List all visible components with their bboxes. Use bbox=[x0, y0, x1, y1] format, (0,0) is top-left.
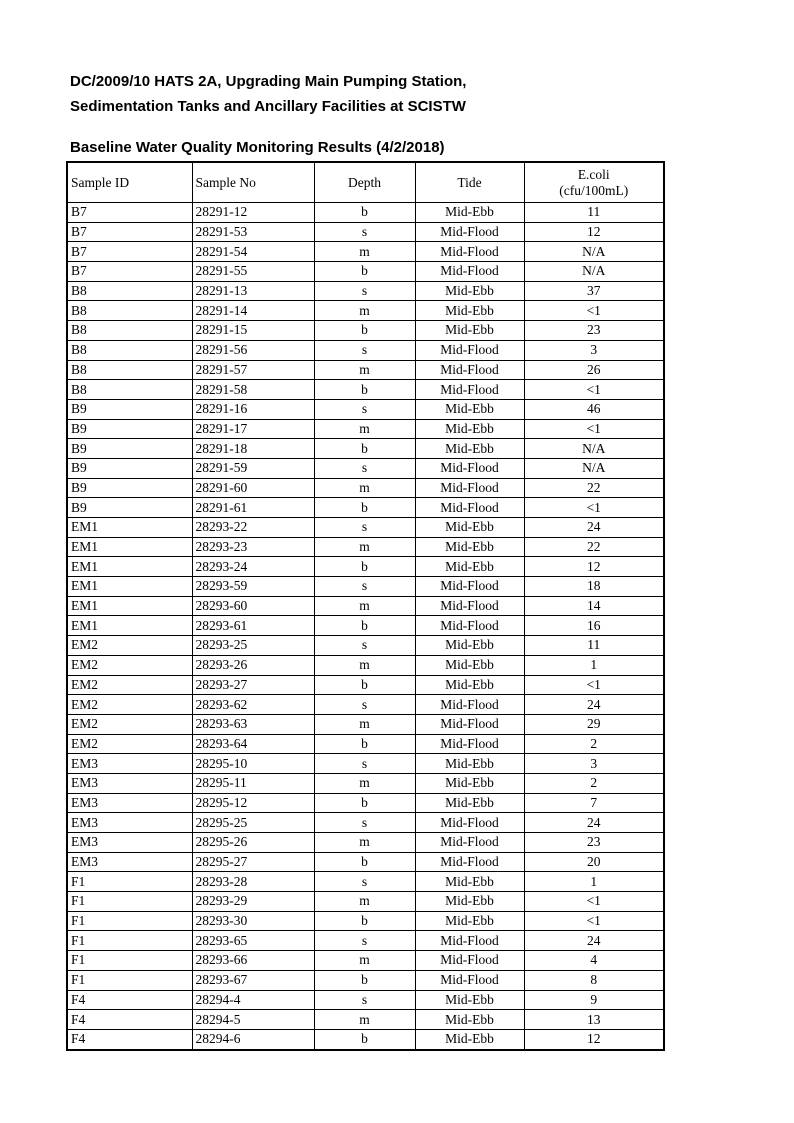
table-cell: 28293-62 bbox=[192, 695, 314, 715]
table-cell: EM1 bbox=[67, 557, 192, 577]
table-cell: 24 bbox=[524, 518, 664, 538]
table-cell: F4 bbox=[67, 990, 192, 1010]
table-cell: B8 bbox=[67, 360, 192, 380]
table-cell: b bbox=[314, 498, 415, 518]
table-row bbox=[67, 242, 664, 262]
table-cell: 26 bbox=[524, 360, 664, 380]
table-cell: 9 bbox=[524, 990, 664, 1010]
table-cell: 28293-67 bbox=[192, 970, 314, 990]
table-cell: s bbox=[314, 281, 415, 301]
table-cell: F4 bbox=[67, 1029, 192, 1049]
table-cell: 46 bbox=[524, 399, 664, 419]
table-cell: N/A bbox=[524, 439, 664, 459]
table-cell: B9 bbox=[67, 498, 192, 518]
table-cell: 28293-29 bbox=[192, 892, 314, 912]
table-cell: EM1 bbox=[67, 537, 192, 557]
table-cell: b bbox=[314, 203, 415, 223]
table-row bbox=[67, 557, 664, 577]
table-cell: 28293-64 bbox=[192, 734, 314, 754]
results-table-body bbox=[67, 203, 664, 1050]
table-cell: B7 bbox=[67, 242, 192, 262]
table-cell: <1 bbox=[524, 419, 664, 439]
table-cell: 11 bbox=[524, 636, 664, 656]
table-cell: b bbox=[314, 793, 415, 813]
table-cell: 2 bbox=[524, 773, 664, 793]
table-cell: 28291-13 bbox=[192, 281, 314, 301]
table-cell: <1 bbox=[524, 675, 664, 695]
table-cell: b bbox=[314, 321, 415, 341]
table-cell: 28291-15 bbox=[192, 321, 314, 341]
table-cell: 28291-18 bbox=[192, 439, 314, 459]
table-row bbox=[67, 833, 664, 853]
table-cell: 8 bbox=[524, 970, 664, 990]
table-cell: Mid-Flood bbox=[415, 970, 524, 990]
table-row bbox=[67, 754, 664, 774]
table-row bbox=[67, 793, 664, 813]
table-cell: 28293-30 bbox=[192, 911, 314, 931]
table-cell: 22 bbox=[524, 537, 664, 557]
table-cell: 28293-26 bbox=[192, 655, 314, 675]
table-row bbox=[67, 911, 664, 931]
table-cell: Mid-Ebb bbox=[415, 301, 524, 321]
table-row bbox=[67, 518, 664, 538]
header-ecoli bbox=[524, 162, 664, 203]
header-sample-id: Sample ID bbox=[67, 162, 192, 203]
table-cell: EM2 bbox=[67, 636, 192, 656]
table-cell: 7 bbox=[524, 793, 664, 813]
table-row bbox=[67, 872, 664, 892]
table-cell: b bbox=[314, 557, 415, 577]
table-cell: Mid-Flood bbox=[415, 734, 524, 754]
table-cell: <1 bbox=[524, 301, 664, 321]
table-cell: F4 bbox=[67, 1010, 192, 1030]
table-cell: 28293-61 bbox=[192, 616, 314, 636]
table-cell: N/A bbox=[524, 242, 664, 262]
table-cell: s bbox=[314, 518, 415, 538]
table-row bbox=[67, 340, 664, 360]
table-cell: 28293-60 bbox=[192, 596, 314, 616]
table-row bbox=[67, 458, 664, 478]
table-cell: Mid-Ebb bbox=[415, 892, 524, 912]
table-cell: 28291-60 bbox=[192, 478, 314, 498]
table-cell: Mid-Flood bbox=[415, 360, 524, 380]
table-cell: 28293-22 bbox=[192, 518, 314, 538]
table-row bbox=[67, 321, 664, 341]
table-cell: b bbox=[314, 380, 415, 400]
table-cell: EM3 bbox=[67, 813, 192, 833]
table-cell: m bbox=[314, 655, 415, 675]
table-cell: Mid-Ebb bbox=[415, 872, 524, 892]
table-cell: N/A bbox=[524, 262, 664, 282]
table-cell: B7 bbox=[67, 262, 192, 282]
table-cell: 23 bbox=[524, 833, 664, 853]
table-row bbox=[67, 695, 664, 715]
table-row bbox=[67, 360, 664, 380]
table-cell: Mid-Ebb bbox=[415, 203, 524, 223]
table-cell: 28291-17 bbox=[192, 419, 314, 439]
table-row bbox=[67, 577, 664, 597]
table-cell: s bbox=[314, 222, 415, 242]
table-cell: <1 bbox=[524, 380, 664, 400]
table-cell: m bbox=[314, 419, 415, 439]
table-cell: 24 bbox=[524, 931, 664, 951]
table-row bbox=[67, 222, 664, 242]
table-cell: 28295-26 bbox=[192, 833, 314, 853]
table-cell: 28291-53 bbox=[192, 222, 314, 242]
table-cell: m bbox=[314, 301, 415, 321]
document-title-line-1: DC/2009/10 HATS 2A, Upgrading Main Pumping Station, bbox=[70, 73, 467, 90]
table-cell: 28293-65 bbox=[192, 931, 314, 951]
table-cell: EM3 bbox=[67, 793, 192, 813]
header-row bbox=[67, 162, 664, 203]
document-title-line-2: Sedimentation Tanks and Ancillary Facilities at SCISTW bbox=[70, 98, 466, 115]
table-row bbox=[67, 813, 664, 833]
table-cell: s bbox=[314, 754, 415, 774]
table-row bbox=[67, 281, 664, 301]
table-cell: m bbox=[314, 773, 415, 793]
table-row bbox=[67, 616, 664, 636]
table-cell: 28291-61 bbox=[192, 498, 314, 518]
table-row bbox=[67, 675, 664, 695]
table-row bbox=[67, 852, 664, 872]
table-cell: s bbox=[314, 340, 415, 360]
table-cell: Mid-Ebb bbox=[415, 518, 524, 538]
table-cell: Mid-Flood bbox=[415, 458, 524, 478]
table-cell: Mid-Flood bbox=[415, 695, 524, 715]
table-cell: 2 bbox=[524, 734, 664, 754]
table-cell: s bbox=[314, 931, 415, 951]
table-cell: m bbox=[314, 360, 415, 380]
table-cell: 12 bbox=[524, 1029, 664, 1049]
table-cell: 14 bbox=[524, 596, 664, 616]
table-row bbox=[67, 1010, 664, 1030]
table-cell: EM2 bbox=[67, 675, 192, 695]
table-row bbox=[67, 931, 664, 951]
table-cell: m bbox=[314, 478, 415, 498]
table-cell: EM3 bbox=[67, 852, 192, 872]
table-row bbox=[67, 714, 664, 734]
table-cell: b bbox=[314, 734, 415, 754]
table-cell: 28291-54 bbox=[192, 242, 314, 262]
table-cell: Mid-Ebb bbox=[415, 655, 524, 675]
table-row bbox=[67, 636, 664, 656]
table-cell: Mid-Flood bbox=[415, 596, 524, 616]
table-cell: B9 bbox=[67, 478, 192, 498]
table-cell: B9 bbox=[67, 439, 192, 459]
table-cell: Mid-Ebb bbox=[415, 773, 524, 793]
table-cell: Mid-Ebb bbox=[415, 911, 524, 931]
table-cell: Mid-Flood bbox=[415, 813, 524, 833]
table-cell: <1 bbox=[524, 892, 664, 912]
table-cell: Mid-Ebb bbox=[415, 399, 524, 419]
table-cell: 28294-5 bbox=[192, 1010, 314, 1030]
table-cell: 28294-4 bbox=[192, 990, 314, 1010]
table-cell: Mid-Flood bbox=[415, 478, 524, 498]
table-cell: Mid-Ebb bbox=[415, 1029, 524, 1049]
table-cell: Mid-Ebb bbox=[415, 754, 524, 774]
table-cell: m bbox=[314, 833, 415, 853]
table-cell: Mid-Flood bbox=[415, 222, 524, 242]
table-cell: 28291-16 bbox=[192, 399, 314, 419]
table-cell: b bbox=[314, 675, 415, 695]
table-cell: B9 bbox=[67, 419, 192, 439]
table-cell: 3 bbox=[524, 340, 664, 360]
table-cell: Mid-Ebb bbox=[415, 1010, 524, 1030]
table-cell: s bbox=[314, 872, 415, 892]
table-cell: b bbox=[314, 911, 415, 931]
table-cell: m bbox=[314, 537, 415, 557]
table-cell: Mid-Ebb bbox=[415, 281, 524, 301]
table-cell: Mid-Ebb bbox=[415, 439, 524, 459]
table-cell: 1 bbox=[524, 872, 664, 892]
table-row bbox=[67, 380, 664, 400]
table-cell: b bbox=[314, 616, 415, 636]
table-cell: 20 bbox=[524, 852, 664, 872]
table-cell: 28291-57 bbox=[192, 360, 314, 380]
table-cell: 3 bbox=[524, 754, 664, 774]
table-cell: B9 bbox=[67, 399, 192, 419]
table-row bbox=[67, 537, 664, 557]
table-cell: B8 bbox=[67, 281, 192, 301]
table-row bbox=[67, 301, 664, 321]
table-cell: b bbox=[314, 970, 415, 990]
table-row bbox=[67, 439, 664, 459]
table-cell: s bbox=[314, 695, 415, 715]
table-cell: Mid-Ebb bbox=[415, 793, 524, 813]
table-cell: Mid-Ebb bbox=[415, 419, 524, 439]
table-cell: <1 bbox=[524, 498, 664, 518]
table-cell: Mid-Ebb bbox=[415, 990, 524, 1010]
table-cell: b bbox=[314, 1029, 415, 1049]
table-cell: 28293-66 bbox=[192, 951, 314, 971]
table-cell: b bbox=[314, 439, 415, 459]
results-table bbox=[66, 161, 665, 1051]
table-cell: 28295-27 bbox=[192, 852, 314, 872]
table-cell: Mid-Flood bbox=[415, 577, 524, 597]
table-cell: EM2 bbox=[67, 695, 192, 715]
table-cell: 28291-12 bbox=[192, 203, 314, 223]
table-cell: 28291-59 bbox=[192, 458, 314, 478]
table-cell: 29 bbox=[524, 714, 664, 734]
table-cell: 28291-55 bbox=[192, 262, 314, 282]
table-cell: Mid-Flood bbox=[415, 931, 524, 951]
table-cell: 13 bbox=[524, 1010, 664, 1030]
table-cell: 28293-59 bbox=[192, 577, 314, 597]
table-cell: 22 bbox=[524, 478, 664, 498]
table-caption: Baseline Water Quality Monitoring Results (4/2/2018) bbox=[70, 139, 445, 156]
table-cell: 28293-28 bbox=[192, 872, 314, 892]
table-cell: Mid-Flood bbox=[415, 380, 524, 400]
table-cell: 1 bbox=[524, 655, 664, 675]
table-cell: 16 bbox=[524, 616, 664, 636]
table-cell: EM3 bbox=[67, 773, 192, 793]
table-cell: m bbox=[314, 596, 415, 616]
table-row bbox=[67, 892, 664, 912]
header-ecoli-label: E.coli bbox=[577, 166, 610, 182]
table-row bbox=[67, 951, 664, 971]
table-cell: Mid-Ebb bbox=[415, 321, 524, 341]
table-cell: 37 bbox=[524, 281, 664, 301]
table-cell: Mid-Ebb bbox=[415, 537, 524, 557]
table-cell: EM3 bbox=[67, 754, 192, 774]
table-cell: B8 bbox=[67, 380, 192, 400]
table-cell: EM1 bbox=[67, 518, 192, 538]
table-cell: s bbox=[314, 458, 415, 478]
table-cell: Mid-Flood bbox=[415, 852, 524, 872]
table-cell: m bbox=[314, 892, 415, 912]
table-cell: B9 bbox=[67, 458, 192, 478]
table-cell: EM3 bbox=[67, 833, 192, 853]
table-cell: Mid-Flood bbox=[415, 833, 524, 853]
table-row bbox=[67, 970, 664, 990]
table-cell: m bbox=[314, 1010, 415, 1030]
results-table-header bbox=[67, 162, 664, 203]
table-cell: Mid-Flood bbox=[415, 714, 524, 734]
table-cell: 28295-10 bbox=[192, 754, 314, 774]
table-cell: 28291-56 bbox=[192, 340, 314, 360]
table-cell: F1 bbox=[67, 951, 192, 971]
table-cell: 24 bbox=[524, 695, 664, 715]
table-cell: 28291-14 bbox=[192, 301, 314, 321]
table-cell: F1 bbox=[67, 872, 192, 892]
document-title bbox=[70, 69, 666, 119]
table-row bbox=[67, 596, 664, 616]
table-cell: 28295-12 bbox=[192, 793, 314, 813]
table-cell: F1 bbox=[67, 892, 192, 912]
document-content bbox=[66, 69, 666, 1051]
table-cell: 28293-23 bbox=[192, 537, 314, 557]
table-cell: m bbox=[314, 951, 415, 971]
table-cell: F1 bbox=[67, 931, 192, 951]
table-cell: 11 bbox=[524, 203, 664, 223]
table-row bbox=[67, 419, 664, 439]
table-cell: Mid-Flood bbox=[415, 262, 524, 282]
table-cell: 23 bbox=[524, 321, 664, 341]
table-cell: EM2 bbox=[67, 734, 192, 754]
header-ecoli-unit: (cfu/100mL) bbox=[559, 182, 629, 198]
table-cell: EM2 bbox=[67, 714, 192, 734]
table-cell: 28295-25 bbox=[192, 813, 314, 833]
table-cell: <1 bbox=[524, 911, 664, 931]
table-cell: Mid-Ebb bbox=[415, 636, 524, 656]
table-cell: EM1 bbox=[67, 616, 192, 636]
table-cell: Mid-Flood bbox=[415, 498, 524, 518]
table-cell: Mid-Ebb bbox=[415, 675, 524, 695]
table-cell: 12 bbox=[524, 557, 664, 577]
table-cell: s bbox=[314, 399, 415, 419]
table-row bbox=[67, 773, 664, 793]
table-cell: Mid-Flood bbox=[415, 340, 524, 360]
header-tide: Tide bbox=[415, 162, 524, 203]
table-cell: Mid-Flood bbox=[415, 951, 524, 971]
table-cell: Mid-Ebb bbox=[415, 557, 524, 577]
table-row bbox=[67, 478, 664, 498]
table-cell: B7 bbox=[67, 203, 192, 223]
table-row bbox=[67, 262, 664, 282]
table-row bbox=[67, 990, 664, 1010]
table-row bbox=[67, 399, 664, 419]
table-cell: 28295-11 bbox=[192, 773, 314, 793]
header-depth: Depth bbox=[314, 162, 415, 203]
table-cell: 12 bbox=[524, 222, 664, 242]
table-cell: Mid-Flood bbox=[415, 616, 524, 636]
table-cell: 4 bbox=[524, 951, 664, 971]
table-cell: F1 bbox=[67, 911, 192, 931]
table-cell: EM2 bbox=[67, 655, 192, 675]
table-cell: B8 bbox=[67, 340, 192, 360]
table-cell: m bbox=[314, 714, 415, 734]
table-cell: B7 bbox=[67, 222, 192, 242]
table-cell: s bbox=[314, 990, 415, 1010]
table-cell: b bbox=[314, 262, 415, 282]
table-cell: 18 bbox=[524, 577, 664, 597]
table-cell: F1 bbox=[67, 970, 192, 990]
table-cell: 28293-24 bbox=[192, 557, 314, 577]
table-cell: N/A bbox=[524, 458, 664, 478]
table-cell: s bbox=[314, 636, 415, 656]
table-cell: s bbox=[314, 813, 415, 833]
table-cell: 28291-58 bbox=[192, 380, 314, 400]
table-cell: B8 bbox=[67, 301, 192, 321]
table-row bbox=[67, 655, 664, 675]
table-cell: 28293-63 bbox=[192, 714, 314, 734]
table-row bbox=[67, 1029, 664, 1049]
table-cell: m bbox=[314, 242, 415, 262]
table-cell: EM1 bbox=[67, 596, 192, 616]
table-cell: EM1 bbox=[67, 577, 192, 597]
table-cell: 28294-6 bbox=[192, 1029, 314, 1049]
table-cell: 28293-27 bbox=[192, 675, 314, 695]
table-row bbox=[67, 734, 664, 754]
table-row bbox=[67, 498, 664, 518]
table-row bbox=[67, 203, 664, 223]
table-cell: s bbox=[314, 577, 415, 597]
table-cell: B8 bbox=[67, 321, 192, 341]
table-cell: 24 bbox=[524, 813, 664, 833]
table-cell: 28293-25 bbox=[192, 636, 314, 656]
table-cell: b bbox=[314, 852, 415, 872]
table-cell: Mid-Flood bbox=[415, 242, 524, 262]
header-sample-no: Sample No bbox=[192, 162, 314, 203]
